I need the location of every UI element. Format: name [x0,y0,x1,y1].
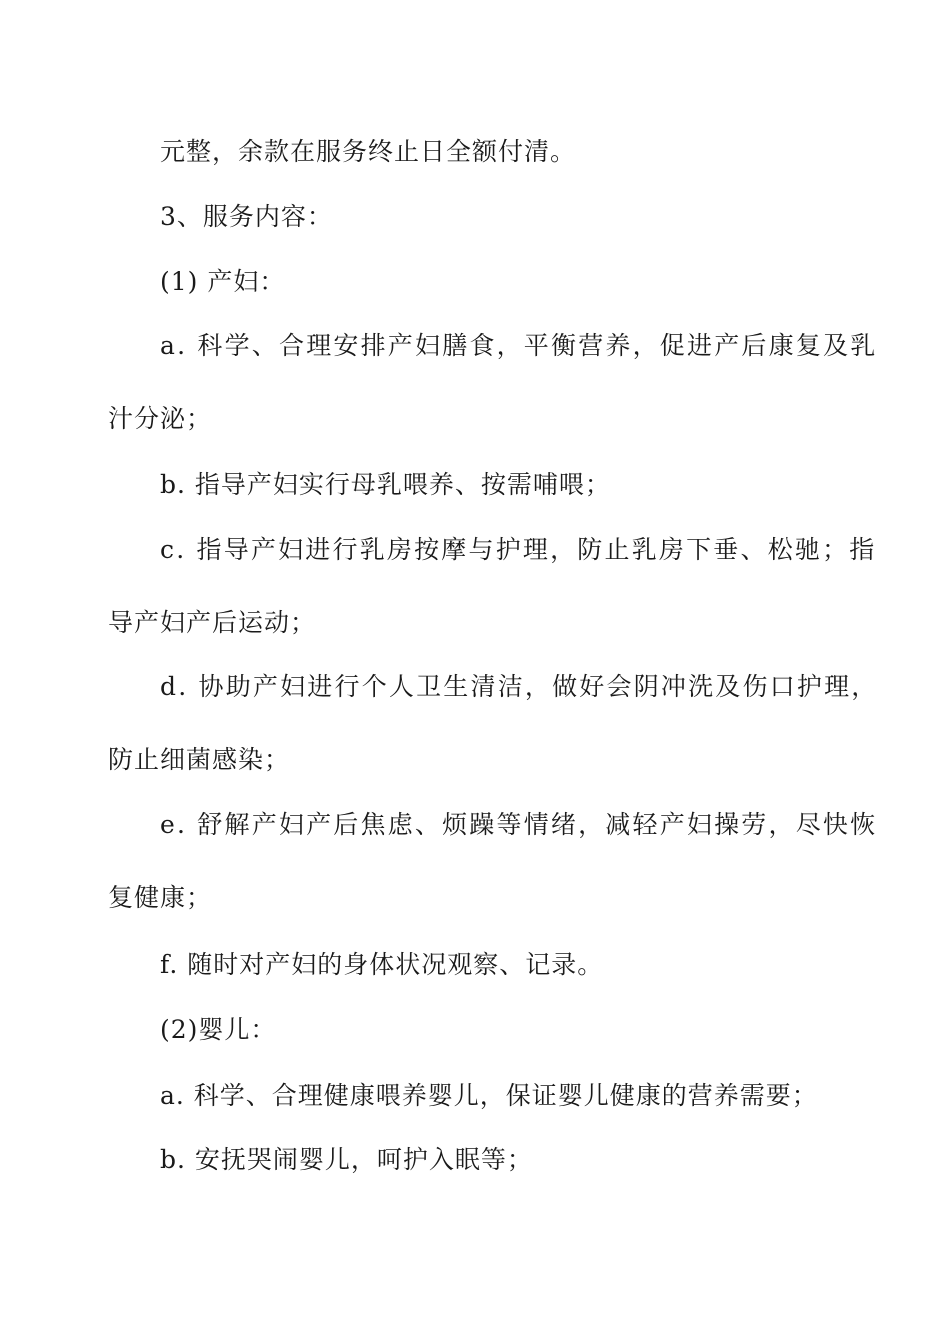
baby-item-b: b. 安抚哭闹婴儿，呵护入眠等； [160,1145,533,1174]
payment-text-continuation: 元整，余款在服务终止日全额付清。 [160,137,577,166]
mother-item-e-line1: e. 舒解产妇产后焦虑、烦躁等情绪，减轻产妇操劳，尽快恢 [160,810,878,839]
subsection-heading-baby: (2)婴儿： [160,1015,277,1044]
mother-item-f: f. 随时对产妇的身体状况观察、记录。 [160,950,604,979]
subsection-heading-mother: (1) 产妇： [160,267,286,296]
section-heading-service-content: 3、服务内容： [160,202,333,231]
mother-item-d-line2: 防止细菌感染； [108,745,291,774]
mother-item-d-line1: d. 协助产妇进行个人卫生清洁，做好会阴冲洗及伤口护理， [160,672,879,701]
baby-item-a: a. 科学、合理健康喂养婴儿，保证婴儿健康的营养需要； [160,1081,818,1110]
mother-item-e-line2: 复健康； [108,883,213,912]
mother-item-c-line1: c. 指导产妇进行乳房按摩与护理，防止乳房下垂、松驰；指 [160,535,877,564]
mother-item-b: b. 指导产妇实行母乳喂养、按需哺喂； [160,470,611,499]
mother-item-a-line1: a. 科学、合理安排产妇膳食，平衡营养，促进产后康复及乳 [160,331,878,360]
mother-item-a-line2: 汁分泌； [108,404,213,433]
mother-item-c-line2: 导产妇产后运动； [108,608,317,637]
